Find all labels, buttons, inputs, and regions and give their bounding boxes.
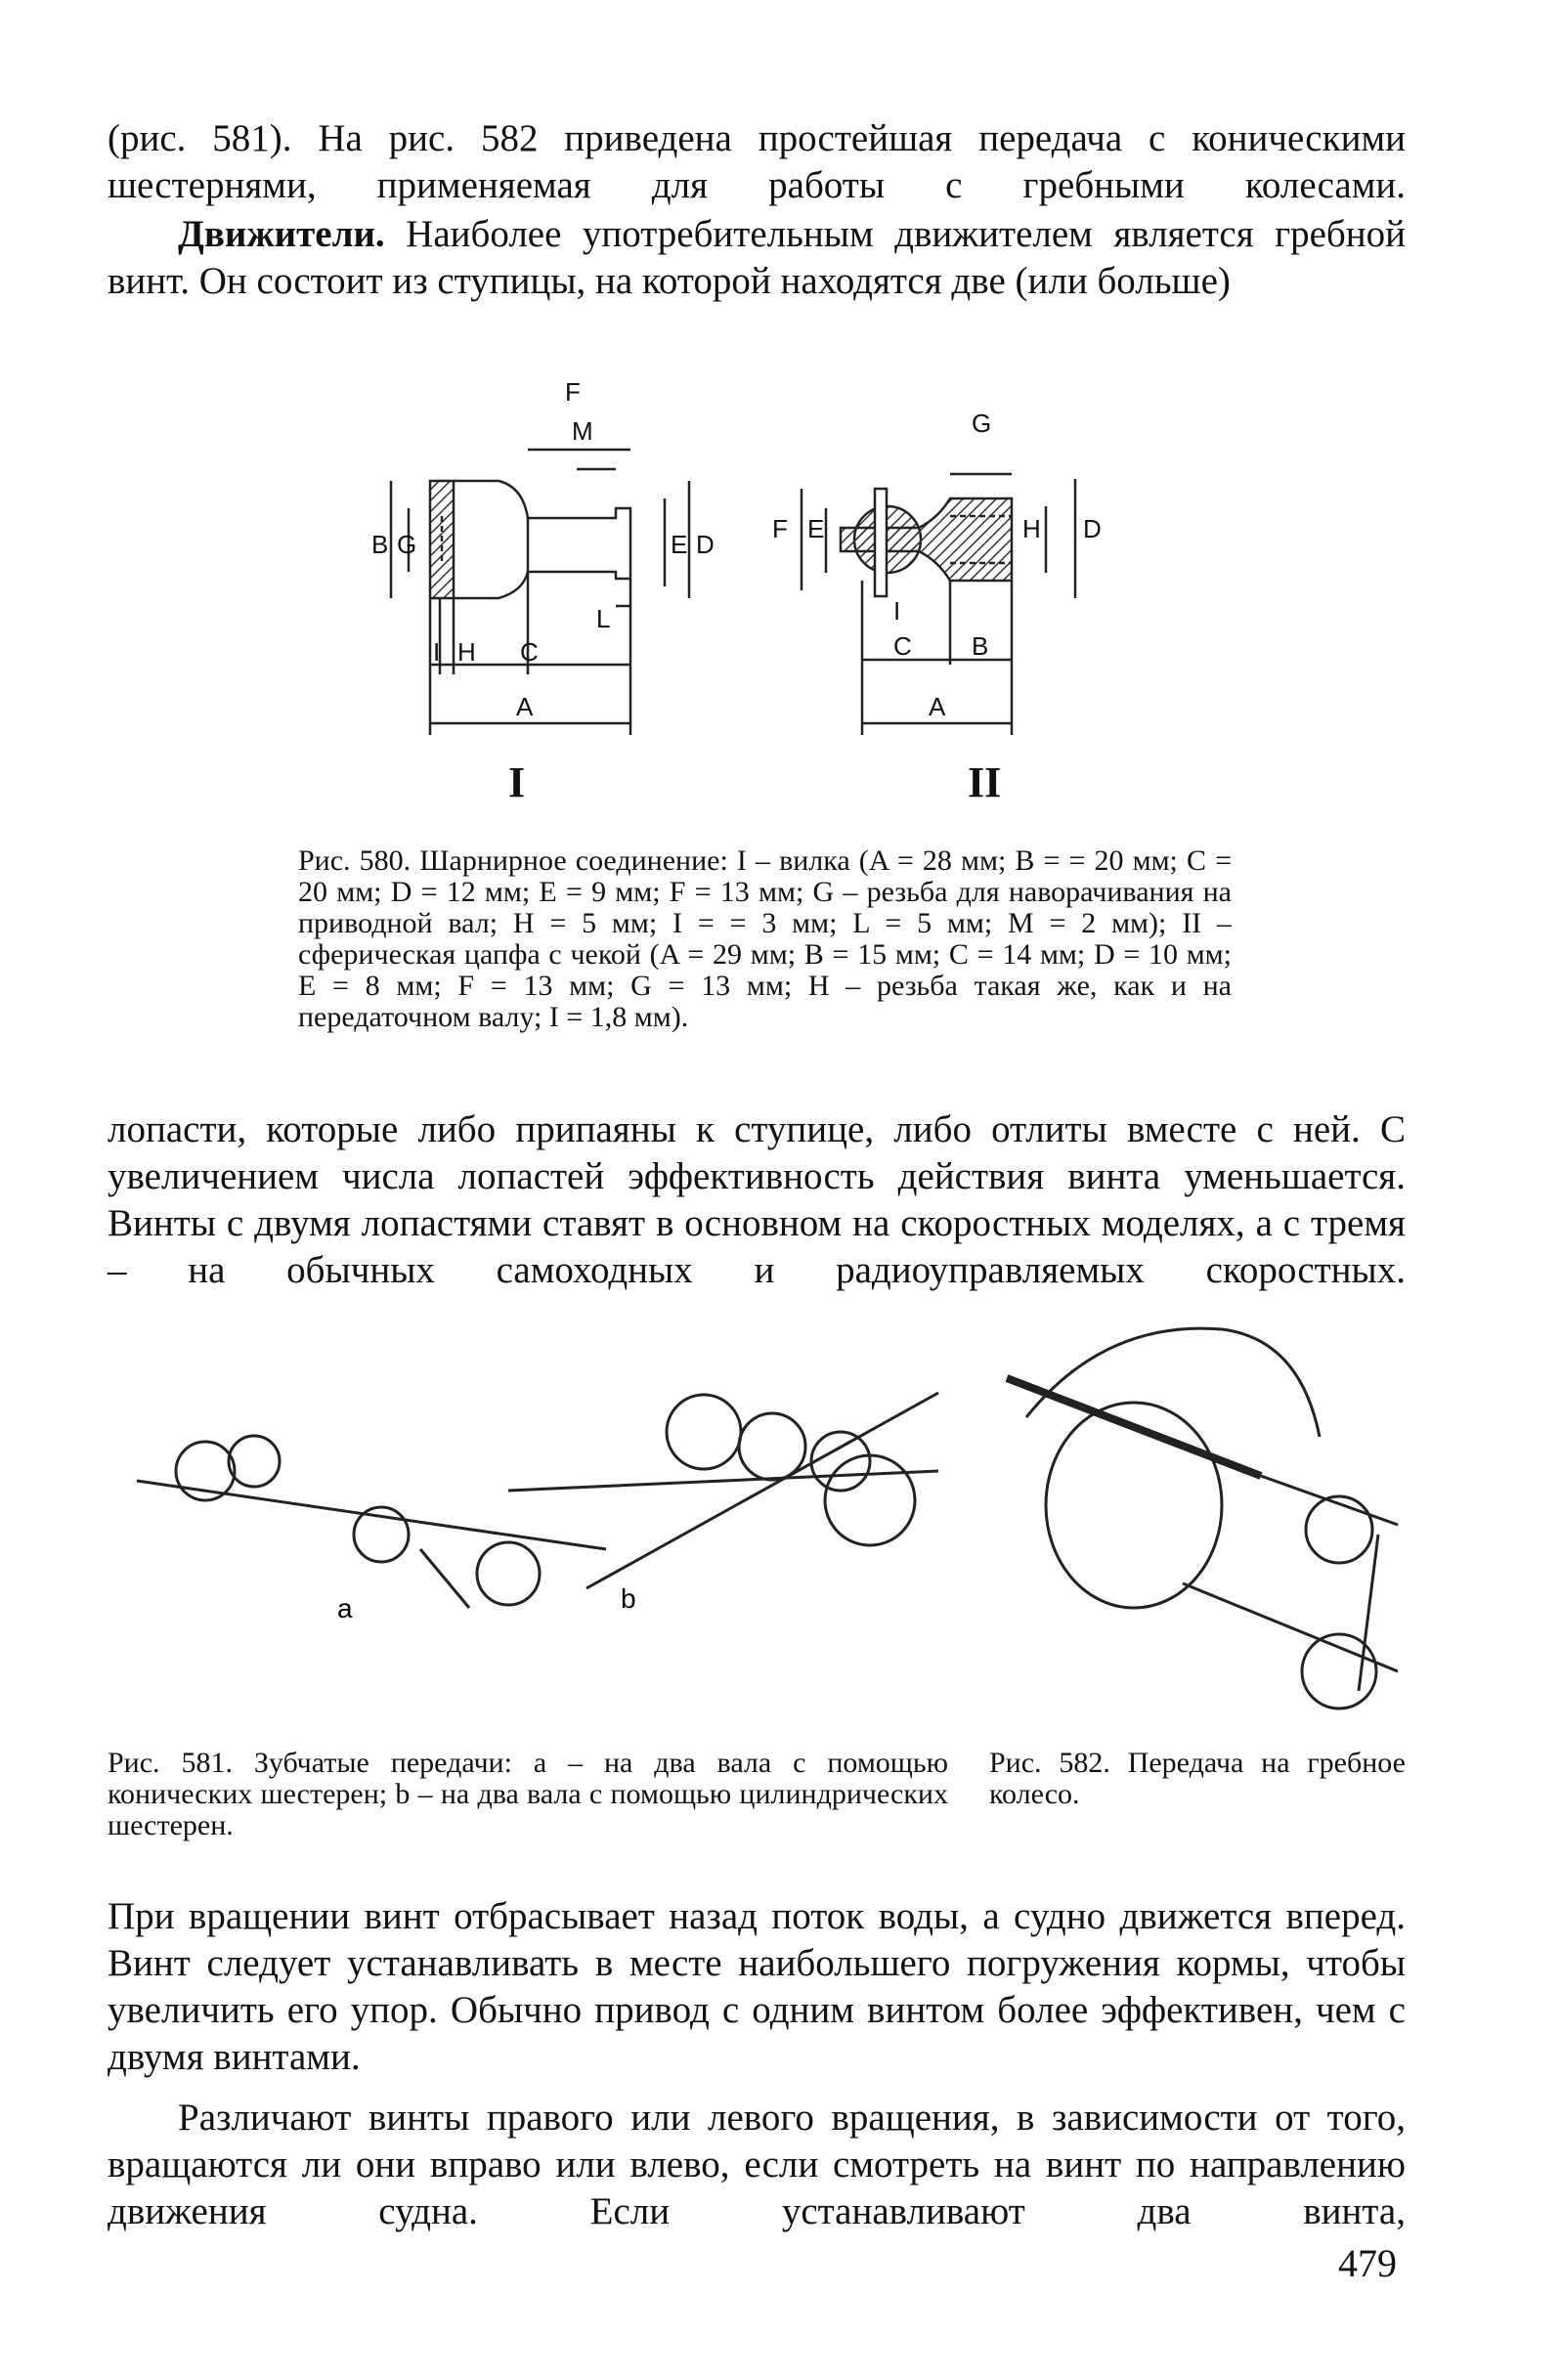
- figure-582: [987, 1300, 1427, 1710]
- bevel-gear-lower: [1302, 1634, 1376, 1709]
- paragraph-1: [108, 115, 1406, 209]
- gear-b2: [739, 1413, 805, 1480]
- figure-581: [98, 1315, 948, 1637]
- dim2-label-D: D: [1083, 514, 1102, 543]
- figure-580-label-I: I: [508, 758, 526, 806]
- dim1-label-C: C: [520, 637, 539, 667]
- dim2-label-B: B: [972, 631, 989, 661]
- paragraph-5-text: Различают винты правого или левого вращения, в зависимости от того, вращаются ли они вправо или влево, если смотреть на винт по направлению движения судна. Если устанавливают два винта,: [108, 2097, 1406, 2232]
- shaft-a2: [420, 1549, 469, 1608]
- paragraph-2-text: Наиболее употребительным движителем является гребной винт. Он состоит из ступицы, на которой находятся две (или больше): [108, 213, 1406, 302]
- gear-a2: [229, 1436, 280, 1487]
- paddle-wheel: [1046, 1403, 1222, 1608]
- dim2-label-I: I: [893, 596, 901, 626]
- dim1-label-I: I: [433, 637, 441, 667]
- dim1-label-D: D: [696, 530, 715, 559]
- figure-580-drawing: [293, 371, 1232, 860]
- dim1-label-F: F: [565, 377, 581, 407]
- figure-580: [293, 371, 1232, 860]
- dim1-label-H: H: [457, 637, 476, 667]
- pin-cotter: [875, 489, 887, 596]
- paragraph-2: [108, 211, 1406, 305]
- figure-582-drawing: [987, 1300, 1427, 1710]
- paddle-wheel-housing: [1026, 1328, 1320, 1437]
- paragraph-3-text: лопасти, которые либо припаяны к ступице, либо отлиты вместе с ней. С увеличением числа лопастей эффективность действия винта уменьшается. Винты с двумя лопастями ставят в основном на скоростных моделях, а с тремя – на обычных самоходных и радиоуправляемых скоростных.: [108, 1108, 1406, 1291]
- figure-581-drawing: [98, 1315, 948, 1637]
- dim1-label-B: B: [371, 530, 389, 559]
- shaft-a1: [137, 1481, 606, 1549]
- gear-b1: [667, 1395, 741, 1469]
- paragraph-4-text: При вращении винт отбрасывает назад поток воды, а судно движется вперед. Винт следует устанавливать в месте наибольшего погружения кормы, чтобы увеличить его упор. Обычно привод с одним винтом более эффективен, чем с двумя винтами.: [108, 1895, 1406, 2078]
- figure-581-caption: Рис. 581. Зубчатые передачи: а – на два вала с помощью конических шестерен; b – на два вала с помощью цилиндрических шестерен.: [108, 1747, 948, 1841]
- figure-581-label-a: a: [337, 1593, 353, 1623]
- pin-body: [841, 498, 1012, 581]
- figure-581-label-b: b: [621, 1583, 636, 1614]
- paragraph-5: [108, 2095, 1406, 2235]
- dim1-label-L: L: [596, 604, 611, 633]
- dim2-label-A: A: [929, 692, 946, 721]
- dim2-label-G: G: [972, 409, 992, 438]
- dim1-label-G: G: [397, 530, 417, 559]
- bevel-gear-upper: [1306, 1496, 1372, 1563]
- shaft-b2: [586, 1393, 938, 1588]
- dim2-label-H: H: [1022, 514, 1041, 543]
- dim1-label-M: M: [572, 416, 593, 446]
- dim1-label-A: A: [516, 692, 534, 721]
- dim1-label-E: E: [671, 530, 688, 559]
- shaft-b1: [508, 1471, 938, 1491]
- dim2-label-E: E: [807, 514, 825, 543]
- page-number: 479: [1338, 2241, 1397, 2285]
- figure-582-caption: Рис. 582. Передача на гребное колесо.: [989, 1747, 1406, 1810]
- paddle-wheel-axle: [1007, 1378, 1261, 1476]
- fork-body: [454, 481, 630, 598]
- gear-b3: [811, 1432, 870, 1491]
- drive-shaft-upper: [1261, 1476, 1398, 1525]
- dim2-label-F: F: [772, 514, 788, 543]
- paragraph-4: [108, 1893, 1406, 2081]
- dim2-label-C: C: [893, 631, 912, 661]
- paragraph-1-text: (рис. 581). На рис. 582 приведена простейшая передача с коническими шестернями, применяемая для работы с гребными колесами.: [108, 117, 1406, 206]
- paragraph-2-heading: Движители.: [178, 213, 385, 255]
- gear-a4: [477, 1542, 540, 1605]
- figure-580-label-II: II: [968, 758, 1002, 806]
- paragraph-3: [108, 1106, 1406, 1294]
- figure-580-caption: Рис. 580. Шарнирное соединение: I – вилка (A = 28 мм; B = = 20 мм; C = 20 мм; D = 12 мм; E = 9 мм; F = 13 мм; G – резьба для наворачивания на приводной вал; H = 5 мм; I = = 3 мм; L = 5 мм; M = 2 мм); II – сферическая цапфа с чекой (A = 29 мм; B = 15 мм; C = 14 мм; D = 10 мм; E = 8 мм; F = 13 мм; G = 13 мм; H – резьба такая же, как и на передаточном валу; I = 1,8 мм).: [298, 844, 1232, 1033]
